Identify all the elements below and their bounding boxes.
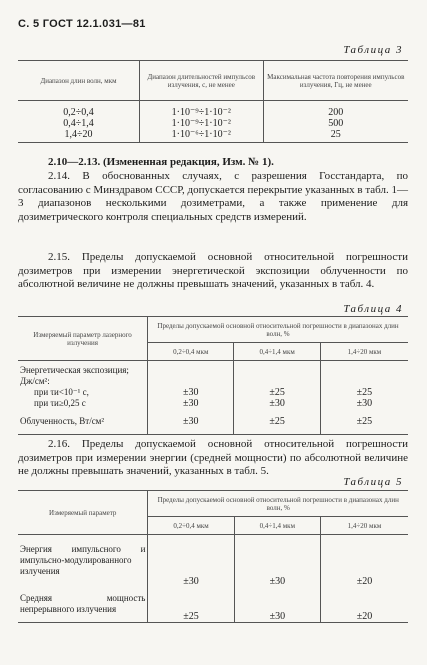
- table3-caption: Таблица 3: [343, 44, 403, 56]
- table3-col-range: Диапазон длин волн, мкм: [18, 61, 140, 101]
- table4-sub-1: 0,4÷1,4 мкм: [234, 343, 320, 361]
- table3-duration: 1·10⁻⁹÷1·10⁻²: [140, 107, 264, 118]
- table4-label-exposure: Энергетическая экспозиция; Дж/см²:: [18, 361, 148, 387]
- paragraph-2-14: 2.14. В обоснованных случаях, с разрешения Госстандарта, по согласованию с Минздравом СССР, допускается перекрытие указанных в табл. 1—3 диапазонов несколькими дозиметрами, а также применение для дозиметрического контроля специальных средств измерений.: [18, 170, 408, 223]
- table5-label-power: Средняя мощность непрерывного излучения: [18, 587, 148, 623]
- table3-duration: 1·10⁻⁹÷1·10⁻²: [140, 118, 264, 129]
- table4-value: ±25: [356, 415, 373, 427]
- table3-duration: 1·10⁻⁶÷1·10⁻²: [140, 129, 264, 143]
- table5-value: ±30: [234, 587, 320, 623]
- table5-col-parameter: Измеряемый параметр: [18, 491, 148, 535]
- paragraph-2-16: 2.16. Пределы допускаемой основной относительной погрешности дозиметров при измерении энергии (средней мощности) по абсолютной величине не должны превышать значений, указанных в табл. 5.: [18, 438, 408, 477]
- table4-caption: Таблица 4: [343, 303, 403, 315]
- table4-value: ±25: [234, 409, 320, 435]
- table5-value: ±30: [148, 535, 234, 587]
- table5-sub-0: 0,2÷0,4 мкм: [148, 517, 234, 535]
- table4-colgroup: Пределы допускаемой основной относительной погрешности в диапазонах длин волн, %: [148, 317, 408, 343]
- table4-value: ±30: [356, 397, 373, 409]
- table4-value: ±30: [234, 398, 320, 409]
- table4-label-long: при τи≥0,25 с: [18, 398, 148, 409]
- table4: [18, 316, 408, 435]
- paragraph-2-15: 2.15. Пределы допускаемой основной относительной погрешности дозиметров при измерении энергетической экспозиции облученности по абсолютной величине не должны превышать значений, указанных в табл. 4.: [18, 251, 408, 290]
- table4-value: ±25: [234, 387, 320, 398]
- table5-sub-1: 0,4÷1,4 мкм: [234, 517, 320, 535]
- table5-value: ±20: [356, 611, 373, 622]
- table5-colgroup: Пределы допускаемой основной относительной погрешности в диапазонах длин волн, %: [148, 491, 408, 517]
- table4-value: ±25: [356, 386, 373, 398]
- paragraph-2-10: 2.10—2.13. (Измененная редакция, Изм. № 1).: [48, 156, 274, 168]
- table5-label-energy: Энергия импульсного и импульсно-модулированного излучения: [18, 535, 148, 587]
- table3: [18, 60, 408, 143]
- table4-sub-0: 0,2÷0,4 мкм: [148, 343, 234, 361]
- table5-value: ±25: [148, 587, 234, 623]
- table4-label-short: при τи<10⁻¹ с,: [18, 387, 148, 398]
- table3-frequency: 25: [330, 128, 341, 140]
- table4-label-irradiance: Облученность, Вт/см²: [18, 409, 148, 435]
- table3-frequency: 200: [328, 106, 344, 118]
- table5: [18, 490, 408, 623]
- table5-caption: Таблица 5: [343, 476, 403, 488]
- table3-col-duration: Диапазон длительностей импульсов излучения, с, не менее: [140, 61, 264, 101]
- table4-value: ±30: [148, 387, 234, 398]
- table3-range: 0,4÷1,4: [18, 118, 140, 129]
- table4-col-parameter: Измеряемый параметр лазерного излучения: [18, 317, 148, 361]
- table3-range: 0,2÷0,4: [18, 107, 140, 118]
- table4-sub-2: 1,4÷20 мкм: [347, 347, 382, 356]
- table5-value: ±30: [234, 535, 320, 587]
- table5-sub-2: 1,4÷20 мкм: [347, 521, 382, 530]
- table3-range: 1,4÷20: [18, 129, 140, 143]
- table3-frequency: 500: [328, 117, 344, 129]
- table3-col-frequency: Максимальная частота повторения импульсов излучения, Гц, не менее: [267, 72, 405, 89]
- table5-value: ±20: [356, 575, 373, 587]
- table4-value: ±30: [148, 398, 234, 409]
- table4-value: ±30: [148, 409, 234, 435]
- page-header: С. 5 ГОСТ 12.1.031—81: [18, 18, 146, 30]
